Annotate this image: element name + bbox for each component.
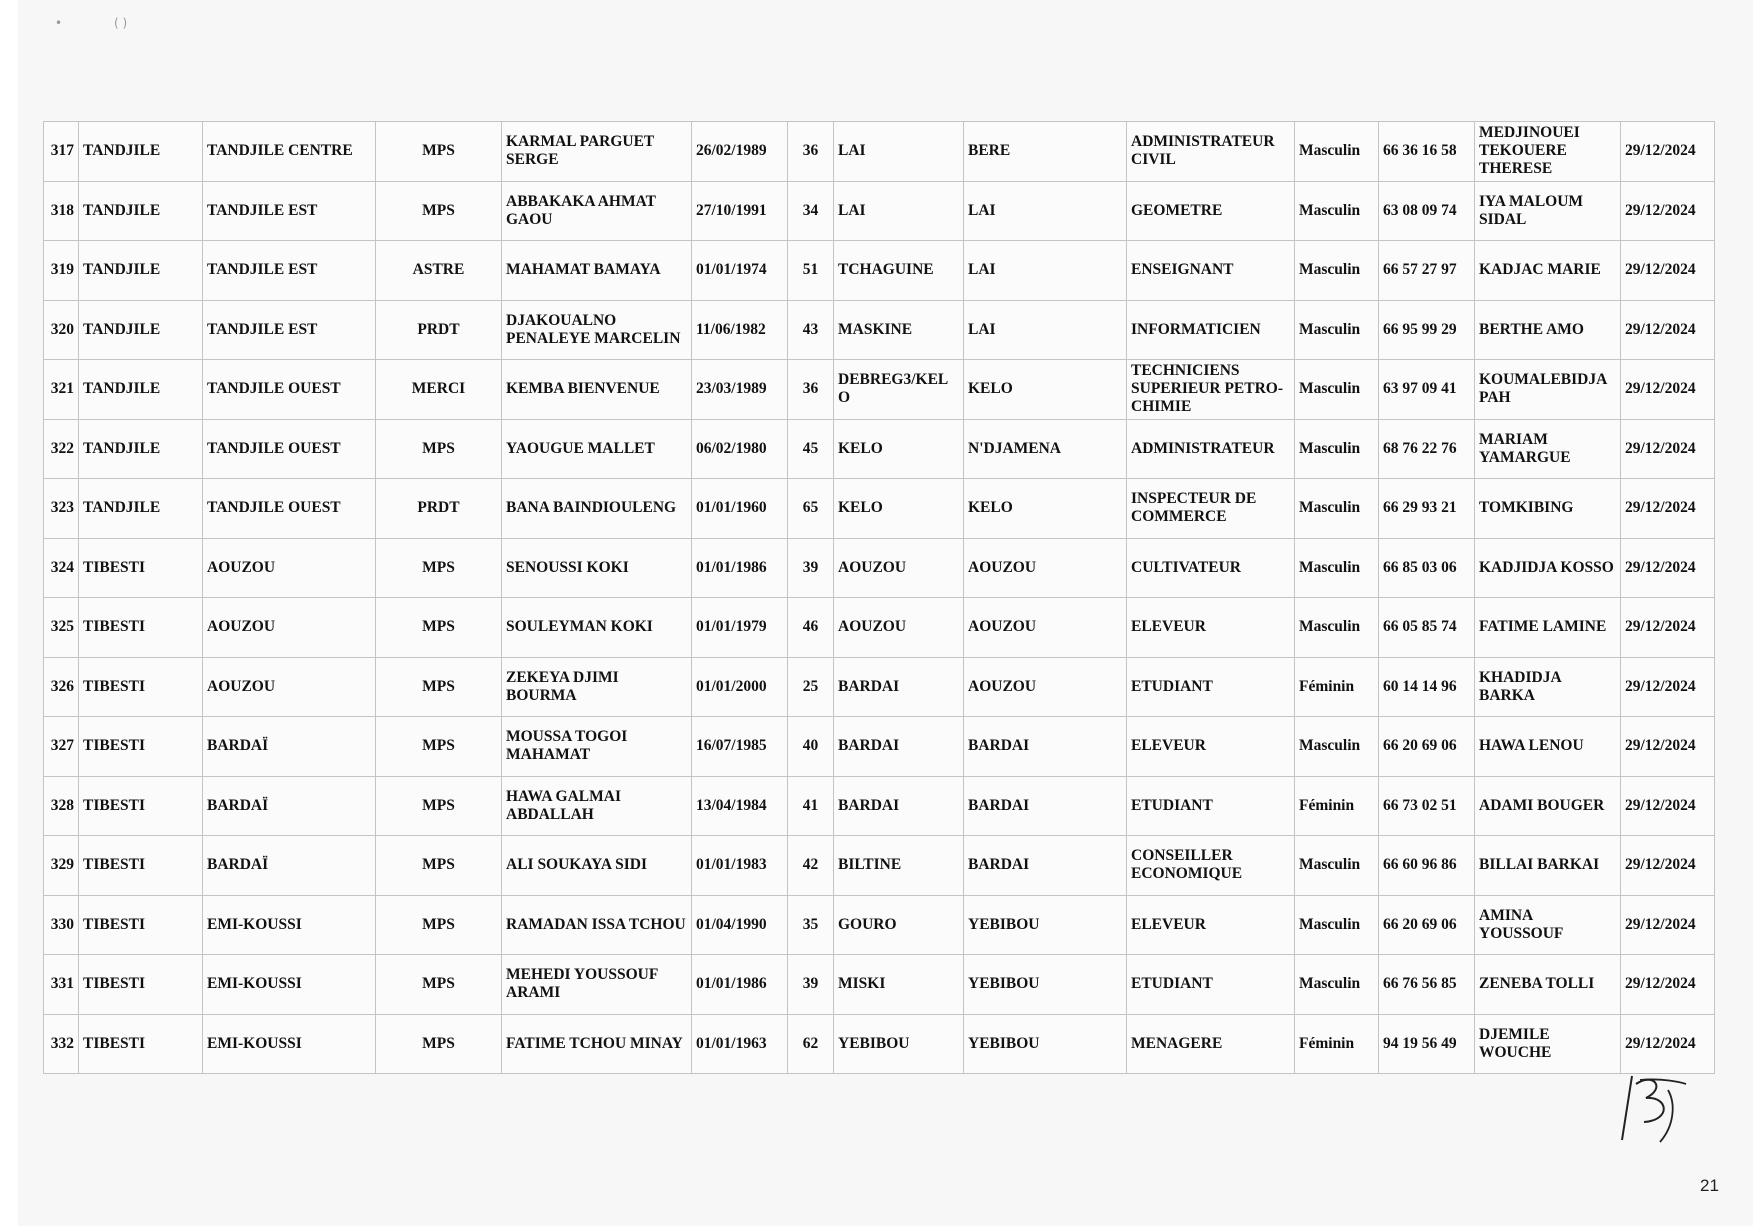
row-number: 319 xyxy=(44,241,79,301)
table-row xyxy=(44,717,1715,777)
table-row xyxy=(44,836,1715,896)
party-cell: MPS xyxy=(376,419,502,479)
contact-name-cell: KADJAC MARIE xyxy=(1475,241,1621,301)
candidate-name-cell: SOULEYMAN KOKI xyxy=(502,598,692,658)
profession-cell: ETUDIANT xyxy=(1127,776,1295,836)
contact-name-cell: BERTHE AMO xyxy=(1475,300,1621,360)
phone-cell: 66 60 96 86 xyxy=(1379,836,1475,896)
residence-cell: BERE xyxy=(964,122,1127,182)
residence-cell: AOUZOU xyxy=(964,538,1127,598)
department-cell: TANDJILE EST xyxy=(203,300,376,360)
birth-date-cell: 01/01/1983 xyxy=(692,836,788,896)
candidate-name-cell: ABBAKAKA AHMAT GAOU xyxy=(502,181,692,241)
candidate-name-cell: KEMBA BIENVENUE xyxy=(502,360,692,420)
birth-date-cell: 01/01/1963 xyxy=(692,1014,788,1074)
residence-cell: YEBIBOU xyxy=(964,1014,1127,1074)
phone-cell: 66 73 02 51 xyxy=(1379,776,1475,836)
birthplace-cell: YEBIBOU xyxy=(834,1014,964,1074)
sex-cell: Masculin xyxy=(1295,836,1379,896)
birth-date-cell: 27/10/1991 xyxy=(692,181,788,241)
birthplace-cell: DEBREG3/KELO xyxy=(834,360,964,420)
birthplace-cell: MASKINE xyxy=(834,300,964,360)
birthplace-cell: BARDAI xyxy=(834,776,964,836)
contact-name-cell: HAWA LENOU xyxy=(1475,717,1621,777)
birth-date-cell: 01/01/1979 xyxy=(692,598,788,658)
phone-cell: 94 19 56 49 xyxy=(1379,1014,1475,1074)
date-cell: 29/12/2024 xyxy=(1621,955,1715,1015)
birthplace-cell: GOURO xyxy=(834,895,964,955)
phone-cell: 60 14 14 96 xyxy=(1379,657,1475,717)
contact-name-cell: FATIME LAMINE xyxy=(1475,598,1621,658)
contact-name-cell: MARIAM YAMARGUE xyxy=(1475,419,1621,479)
residence-cell: N'DJAMENA xyxy=(964,419,1127,479)
table-row xyxy=(44,895,1715,955)
sex-cell: Masculin xyxy=(1295,419,1379,479)
row-number: 328 xyxy=(44,776,79,836)
birthplace-cell: AOUZOU xyxy=(834,598,964,658)
department-cell: TANDJILE OUEST xyxy=(203,479,376,539)
profession-cell: ETUDIANT xyxy=(1127,657,1295,717)
department-cell: BARDAÏ xyxy=(203,836,376,896)
birthplace-cell: KELO xyxy=(834,479,964,539)
table-row xyxy=(44,1014,1715,1074)
province-cell: TIBESTI xyxy=(79,598,203,658)
province-cell: TIBESTI xyxy=(79,836,203,896)
phone-cell: 66 57 27 97 xyxy=(1379,241,1475,301)
party-cell: MPS xyxy=(376,122,502,182)
sex-cell: Masculin xyxy=(1295,360,1379,420)
birthplace-cell: TCHAGUINE xyxy=(834,241,964,301)
candidate-name-cell: DJAKOUALNO PENALEYE MARCELIN xyxy=(502,300,692,360)
phone-cell: 66 20 69 06 xyxy=(1379,717,1475,777)
party-cell: MPS xyxy=(376,181,502,241)
birthplace-cell: AOUZOU xyxy=(834,538,964,598)
province-cell: TIBESTI xyxy=(79,776,203,836)
date-cell: 29/12/2024 xyxy=(1621,241,1715,301)
party-cell: MPS xyxy=(376,776,502,836)
birthplace-cell: LAI xyxy=(834,122,964,182)
party-cell: MPS xyxy=(376,538,502,598)
row-number: 321 xyxy=(44,360,79,420)
age-cell: 36 xyxy=(788,360,834,420)
department-cell: TANDJILE EST xyxy=(203,181,376,241)
age-cell: 41 xyxy=(788,776,834,836)
profession-cell: GEOMETRE xyxy=(1127,181,1295,241)
row-number: 320 xyxy=(44,300,79,360)
age-cell: 39 xyxy=(788,955,834,1015)
profession-cell: CONSEILLER ECONOMIQUE xyxy=(1127,836,1295,896)
province-cell: TANDJILE xyxy=(79,300,203,360)
birth-date-cell: 01/04/1990 xyxy=(692,895,788,955)
department-cell: TANDJILE EST xyxy=(203,241,376,301)
age-cell: 34 xyxy=(788,181,834,241)
profession-cell: CULTIVATEUR xyxy=(1127,538,1295,598)
table-row xyxy=(44,360,1715,420)
row-number: 327 xyxy=(44,717,79,777)
department-cell: AOUZOU xyxy=(203,538,376,598)
date-cell: 29/12/2024 xyxy=(1621,122,1715,182)
birth-date-cell: 01/01/1986 xyxy=(692,538,788,598)
profession-cell: ELEVEUR xyxy=(1127,717,1295,777)
scan-dot-mark: • xyxy=(55,16,63,30)
row-number: 324 xyxy=(44,538,79,598)
residence-cell: AOUZOU xyxy=(964,657,1127,717)
party-cell: MPS xyxy=(376,657,502,717)
birth-date-cell: 16/07/1985 xyxy=(692,717,788,777)
phone-cell: 66 95 99 29 xyxy=(1379,300,1475,360)
sex-cell: Féminin xyxy=(1295,657,1379,717)
party-cell: MPS xyxy=(376,717,502,777)
party-cell: MPS xyxy=(376,895,502,955)
candidate-name-cell: ALI SOUKAYA SIDI xyxy=(502,836,692,896)
profession-cell: ELEVEUR xyxy=(1127,598,1295,658)
province-cell: TIBESTI xyxy=(79,895,203,955)
date-cell: 29/12/2024 xyxy=(1621,895,1715,955)
birthplace-cell: BILTINE xyxy=(834,836,964,896)
candidate-name-cell: SENOUSSI KOKI xyxy=(502,538,692,598)
table-row xyxy=(44,598,1715,658)
phone-cell: 63 08 09 74 xyxy=(1379,181,1475,241)
birth-date-cell: 01/01/2000 xyxy=(692,657,788,717)
province-cell: TIBESTI xyxy=(79,657,203,717)
table-row xyxy=(44,419,1715,479)
province-cell: TANDJILE xyxy=(79,360,203,420)
residence-cell: LAI xyxy=(964,241,1127,301)
birth-date-cell: 13/04/1984 xyxy=(692,776,788,836)
row-number: 317 xyxy=(44,122,79,182)
residence-cell: AOUZOU xyxy=(964,598,1127,658)
party-cell: MERCI xyxy=(376,360,502,420)
profession-cell: ETUDIANT xyxy=(1127,955,1295,1015)
contact-name-cell: BILLAI BARKAI xyxy=(1475,836,1621,896)
profession-cell: TECHNICIENS SUPERIEUR PETRO-CHIMIE xyxy=(1127,360,1295,420)
candidate-table xyxy=(43,121,1715,1074)
province-cell: TANDJILE xyxy=(79,419,203,479)
row-number: 329 xyxy=(44,836,79,896)
age-cell: 46 xyxy=(788,598,834,658)
contact-name-cell: TOMKIBING xyxy=(1475,479,1621,539)
party-cell: MPS xyxy=(376,598,502,658)
row-number: 332 xyxy=(44,1014,79,1074)
contact-name-cell: KADJIDJA KOSSO xyxy=(1475,538,1621,598)
row-number: 326 xyxy=(44,657,79,717)
candidate-name-cell: KARMAL PARGUET SERGE xyxy=(502,122,692,182)
residence-cell: BARDAI xyxy=(964,776,1127,836)
row-number: 323 xyxy=(44,479,79,539)
profession-cell: INSPECTEUR DE COMMERCE xyxy=(1127,479,1295,539)
sex-cell: Masculin xyxy=(1295,598,1379,658)
province-cell: TIBESTI xyxy=(79,538,203,598)
department-cell: BARDAÏ xyxy=(203,717,376,777)
age-cell: 36 xyxy=(788,122,834,182)
party-cell: MPS xyxy=(376,1014,502,1074)
date-cell: 29/12/2024 xyxy=(1621,300,1715,360)
phone-cell: 63 97 09 41 xyxy=(1379,360,1475,420)
age-cell: 42 xyxy=(788,836,834,896)
profession-cell: ADMINISTRATEUR CIVIL xyxy=(1127,122,1295,182)
date-cell: 29/12/2024 xyxy=(1621,598,1715,658)
age-cell: 35 xyxy=(788,895,834,955)
table-row xyxy=(44,955,1715,1015)
phone-cell: 66 29 93 21 xyxy=(1379,479,1475,539)
age-cell: 45 xyxy=(788,419,834,479)
department-cell: AOUZOU xyxy=(203,657,376,717)
sex-cell: Féminin xyxy=(1295,1014,1379,1074)
sex-cell: Féminin xyxy=(1295,776,1379,836)
party-cell: PRDT xyxy=(376,300,502,360)
candidate-name-cell: ZEKEYA DJIMI BOURMA xyxy=(502,657,692,717)
residence-cell: LAI xyxy=(964,300,1127,360)
age-cell: 62 xyxy=(788,1014,834,1074)
sex-cell: Masculin xyxy=(1295,241,1379,301)
profession-cell: ELEVEUR xyxy=(1127,895,1295,955)
table-row xyxy=(44,241,1715,301)
department-cell: EMI-KOUSSI xyxy=(203,955,376,1015)
sex-cell: Masculin xyxy=(1295,122,1379,182)
row-number: 330 xyxy=(44,895,79,955)
age-cell: 65 xyxy=(788,479,834,539)
profession-cell: INFORMATICIEN xyxy=(1127,300,1295,360)
date-cell: 29/12/2024 xyxy=(1621,181,1715,241)
row-number: 318 xyxy=(44,181,79,241)
date-cell: 29/12/2024 xyxy=(1621,836,1715,896)
date-cell: 29/12/2024 xyxy=(1621,1014,1715,1074)
phone-cell: 66 76 56 85 xyxy=(1379,955,1475,1015)
candidate-name-cell: RAMADAN ISSA TCHOU xyxy=(502,895,692,955)
contact-name-cell: ADAMI BOUGER xyxy=(1475,776,1621,836)
date-cell: 29/12/2024 xyxy=(1621,419,1715,479)
candidate-name-cell: MAHAMAT BAMAYA xyxy=(502,241,692,301)
phone-cell: 66 05 85 74 xyxy=(1379,598,1475,658)
table-row xyxy=(44,122,1715,182)
row-number: 331 xyxy=(44,955,79,1015)
birthplace-cell: MISKI xyxy=(834,955,964,1015)
date-cell: 29/12/2024 xyxy=(1621,776,1715,836)
contact-name-cell: ZENEBA TOLLI xyxy=(1475,955,1621,1015)
phone-cell: 68 76 22 76 xyxy=(1379,419,1475,479)
phone-cell: 66 20 69 06 xyxy=(1379,895,1475,955)
residence-cell: YEBIBOU xyxy=(964,955,1127,1015)
contact-name-cell: MEDJINOUEI TEKOUERE THERESE xyxy=(1475,122,1621,182)
residence-cell: KELO xyxy=(964,360,1127,420)
profession-cell: MENAGERE xyxy=(1127,1014,1295,1074)
sex-cell: Masculin xyxy=(1295,895,1379,955)
province-cell: TANDJILE xyxy=(79,241,203,301)
age-cell: 43 xyxy=(788,300,834,360)
province-cell: TANDJILE xyxy=(79,479,203,539)
table-row xyxy=(44,538,1715,598)
table-body xyxy=(44,122,1715,1074)
department-cell: AOUZOU xyxy=(203,598,376,658)
department-cell: BARDAÏ xyxy=(203,776,376,836)
department-cell: TANDJILE CENTRE xyxy=(203,122,376,182)
province-cell: TANDJILE xyxy=(79,122,203,182)
candidate-name-cell: MOUSSA TOGOI MAHAMAT xyxy=(502,717,692,777)
table-row xyxy=(44,479,1715,539)
profession-cell: ENSEIGNANT xyxy=(1127,241,1295,301)
contact-name-cell: KOUMALEBIDJA PAH xyxy=(1475,360,1621,420)
party-cell: MPS xyxy=(376,836,502,896)
department-cell: EMI-KOUSSI xyxy=(203,895,376,955)
residence-cell: BARDAI xyxy=(964,836,1127,896)
row-number: 322 xyxy=(44,419,79,479)
date-cell: 29/12/2024 xyxy=(1621,657,1715,717)
department-cell: TANDJILE OUEST xyxy=(203,419,376,479)
birthplace-cell: LAI xyxy=(834,181,964,241)
scan-parenthesis-mark: ( ) xyxy=(114,16,128,30)
table-row xyxy=(44,657,1715,717)
candidate-name-cell: MEHEDI YOUSSOUF ARAMI xyxy=(502,955,692,1015)
residence-cell: KELO xyxy=(964,479,1127,539)
birthplace-cell: BARDAI xyxy=(834,657,964,717)
sex-cell: Masculin xyxy=(1295,538,1379,598)
candidate-name-cell: YAOUGUE MALLET xyxy=(502,419,692,479)
age-cell: 51 xyxy=(788,241,834,301)
contact-name-cell: DJEMILE WOUCHE xyxy=(1475,1014,1621,1074)
party-cell: MPS xyxy=(376,955,502,1015)
date-cell: 29/12/2024 xyxy=(1621,717,1715,777)
age-cell: 40 xyxy=(788,717,834,777)
date-cell: 29/12/2024 xyxy=(1621,538,1715,598)
table-row xyxy=(44,181,1715,241)
sex-cell: Masculin xyxy=(1295,717,1379,777)
candidate-name-cell: FATIME TCHOU MINAY xyxy=(502,1014,692,1074)
sex-cell: Masculin xyxy=(1295,955,1379,1015)
candidate-name-cell: HAWA GALMAI ABDALLAH xyxy=(502,776,692,836)
page-number: 21 xyxy=(1700,1176,1719,1195)
age-cell: 39 xyxy=(788,538,834,598)
sex-cell: Masculin xyxy=(1295,479,1379,539)
table-row xyxy=(44,300,1715,360)
birth-date-cell: 01/01/1960 xyxy=(692,479,788,539)
table-row xyxy=(44,776,1715,836)
birthplace-cell: KELO xyxy=(834,419,964,479)
candidate-name-cell: BANA BAINDIOULENG xyxy=(502,479,692,539)
province-cell: TANDJILE xyxy=(79,181,203,241)
phone-cell: 66 36 16 58 xyxy=(1379,122,1475,182)
department-cell: EMI-KOUSSI xyxy=(203,1014,376,1074)
residence-cell: YEBIBOU xyxy=(964,895,1127,955)
province-cell: TIBESTI xyxy=(79,717,203,777)
birth-date-cell: 01/01/1974 xyxy=(692,241,788,301)
party-cell: PRDT xyxy=(376,479,502,539)
phone-cell: 66 85 03 06 xyxy=(1379,538,1475,598)
birth-date-cell: 01/01/1986 xyxy=(692,955,788,1015)
date-cell: 29/12/2024 xyxy=(1621,360,1715,420)
province-cell: TIBESTI xyxy=(79,955,203,1015)
profession-cell: ADMINISTRATEUR xyxy=(1127,419,1295,479)
department-cell: TANDJILE OUEST xyxy=(203,360,376,420)
sex-cell: Masculin xyxy=(1295,300,1379,360)
contact-name-cell: KHADIDJA BARKA xyxy=(1475,657,1621,717)
province-cell: TIBESTI xyxy=(79,1014,203,1074)
birth-date-cell: 06/02/1980 xyxy=(692,419,788,479)
birth-date-cell: 11/06/1982 xyxy=(692,300,788,360)
party-cell: ASTRE xyxy=(376,241,502,301)
birthplace-cell: BARDAI xyxy=(834,717,964,777)
residence-cell: BARDAI xyxy=(964,717,1127,777)
sex-cell: Masculin xyxy=(1295,181,1379,241)
row-number: 325 xyxy=(44,598,79,658)
contact-name-cell: AMINA YOUSSOUF xyxy=(1475,895,1621,955)
birth-date-cell: 26/02/1989 xyxy=(692,122,788,182)
residence-cell: LAI xyxy=(964,181,1127,241)
age-cell: 25 xyxy=(788,657,834,717)
signature-mark xyxy=(1610,1070,1690,1145)
contact-name-cell: IYA MALOUM SIDAL xyxy=(1475,181,1621,241)
birth-date-cell: 23/03/1989 xyxy=(692,360,788,420)
date-cell: 29/12/2024 xyxy=(1621,479,1715,539)
